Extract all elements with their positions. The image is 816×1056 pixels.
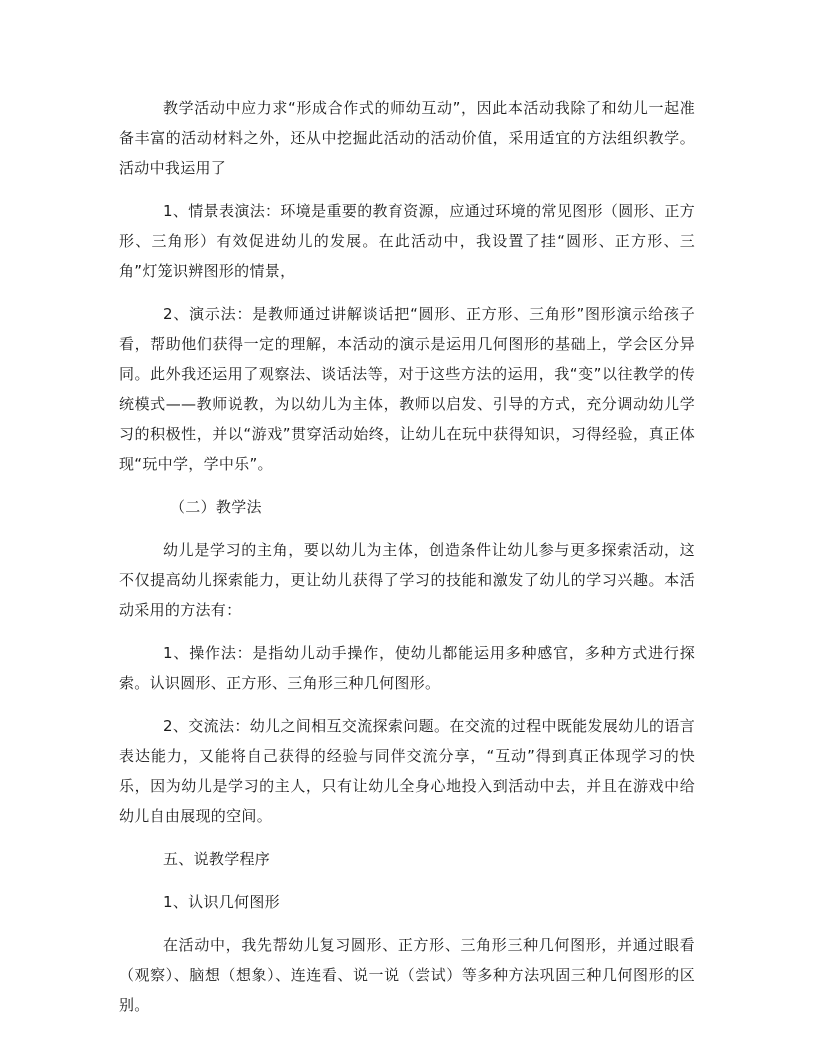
paragraph-communication-method: 2、交流法：幼儿之间相互交流探索问题。在交流的过程中既能发展幼儿的语言表达能力，又能将自己获得的经验与同伴交流分享，“互动”得到真正体现学习的快乐，因为幼儿是学习的主人，只有让幼儿全身心地投入到活动中去，并且在游戏中给幼儿自由展现的空间。	[119, 717, 695, 825]
paragraph-demonstration-method: 2、演示法：是教师通过讲解谈话把“圆形、正方形、三角形”图形演示给孩子看，帮助他们获得一定的理解，本活动的演示是运用几何图形的基础上，学会区分异同。此外我还运用了观察法、谈话法等，对于这些方法的运用，我“变”以往教学的传统模式——教师说教，为以幼儿为主体，教师以启发、引导的方式，充分调动幼儿学习的积极性，并以“游戏”贯穿活动始终，让幼儿在玩中获得知识，习得经验，真正体现“玩中学，学中乐”。	[119, 305, 695, 473]
document-body	[119, 93, 695, 1033]
subheading-recognize-shapes: 1、认识几何图形	[163, 893, 280, 911]
paragraph-activity-review: 在活动中，我先帮幼儿复习圆形、正方形、三角形三种几何图形，并通过眼看（观察）、脑想（想象）、连连看、说一说（尝试）等多种方法巩固三种几何图形的区别。	[119, 936, 695, 1014]
paragraph-operation-method: 1、操作法：是指幼儿动手操作，使幼儿都能运用多种感官，多种方式进行探索。认识圆形、正方形、三角形三种几何图形。	[119, 644, 695, 692]
paragraph-scenario-method: 1、情景表演法：环境是重要的教育资源，应通过环境的常见图形（圆形、正方形、三角形）有效促进幼儿的发展。在此活动中，我设置了挂“圆形、正方形、三角”灯笼识辨图形的情景，	[119, 202, 695, 280]
paragraph-interaction-intro: 教学活动中应力求“形成合作式的师幼互动”，因此本活动我除了和幼儿一起准备丰富的活动材料之外，还从中挖掘此活动的活动价值，采用适宜的方法组织教学。活动中我运用了	[119, 99, 695, 177]
paragraph-child-centered: 幼儿是学习的主角，要以幼儿为主体，创造条件让幼儿参与更多探索活动，这不仅提高幼儿探索能力，更让幼儿获得了学习的技能和激发了幼儿的学习兴趣。本活动采用的方法有：	[119, 541, 695, 619]
section-heading-teaching-method: （二）教学法	[170, 498, 262, 516]
section-heading-teaching-procedure: 五、说教学程序	[163, 850, 271, 868]
